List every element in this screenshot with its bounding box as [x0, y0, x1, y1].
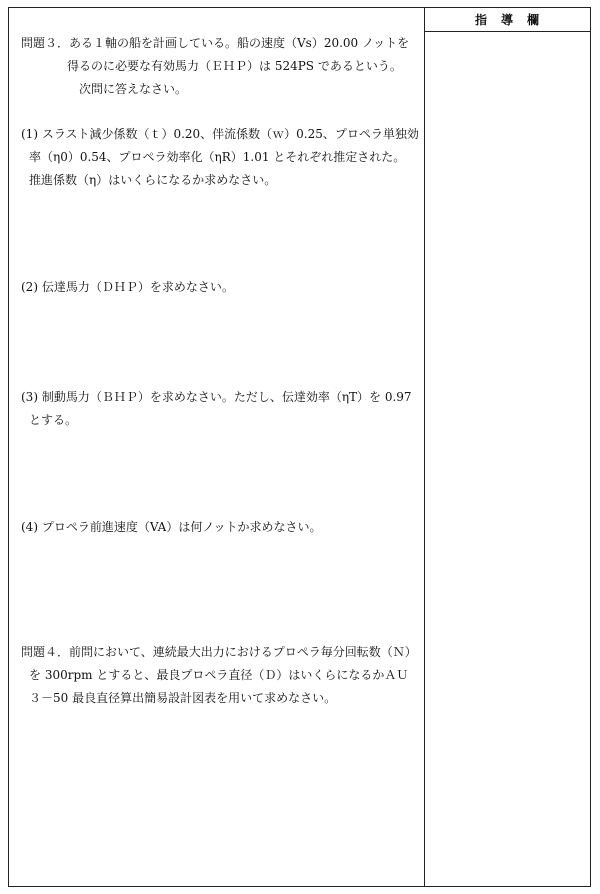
question-4-text: (4) プロペラ前進速度（VA）は何ノットか求めなさい。: [21, 520, 322, 534]
question-2: [21, 276, 234, 299]
question-1: [21, 123, 419, 192]
question-4: [21, 516, 322, 539]
question-1-line-1: (1) スラスト減少係数（ｔ）0.20、伴流係数（ｗ）0.25、プロペラ単独効: [21, 127, 419, 141]
exam-sheet: [8, 7, 591, 887]
question-1-line-3: 推進係数（η）はいくらになるか求めなさい。: [29, 173, 277, 187]
problem-3-line-1: 問題３．ある１軸の船を計画している。船の速度（Vs）20.00 ノットを: [21, 36, 410, 50]
question-2-text: (2) 伝達馬力（ＤＨＰ）を求めなさい。: [21, 280, 234, 294]
question-3: [21, 386, 412, 432]
question-3-line-1: (3) 制動馬力（ＢＨＰ）を求めなさい。ただし、伝達効率（ηT）を 0.97: [21, 390, 412, 404]
problem-3-line-2: 得るのに必要な有効馬力（ＥＨＰ）は 524PS であるという。: [67, 59, 402, 73]
question-area: [9, 8, 423, 886]
problem-3-intro: [21, 32, 409, 101]
problem-4: [21, 641, 417, 710]
problem-4-line-2: を 300rpm とすると、最良プロペラ直径（Ｄ）はいくらになるかＡＵ: [29, 668, 409, 682]
problem-4-line-3: ３－50 最良直径算出簡易設計図表を用いて求めなさい。: [29, 691, 337, 705]
question-3-line-2: とする。: [29, 413, 78, 427]
problem-4-line-1: 問題４．前問において、連続最大出力におけるプロペラ毎分回転数（Ｎ）: [21, 645, 417, 659]
problem-3-line-3: 次問に答えなさい。: [79, 82, 188, 96]
question-1-line-2: 率（η0）0.54、プロペラ効率化（ηR）1.01 とそれぞれ推定された。: [29, 150, 406, 164]
guidance-column: [425, 32, 590, 886]
guidance-column-header: 指導欄: [424, 8, 590, 32]
